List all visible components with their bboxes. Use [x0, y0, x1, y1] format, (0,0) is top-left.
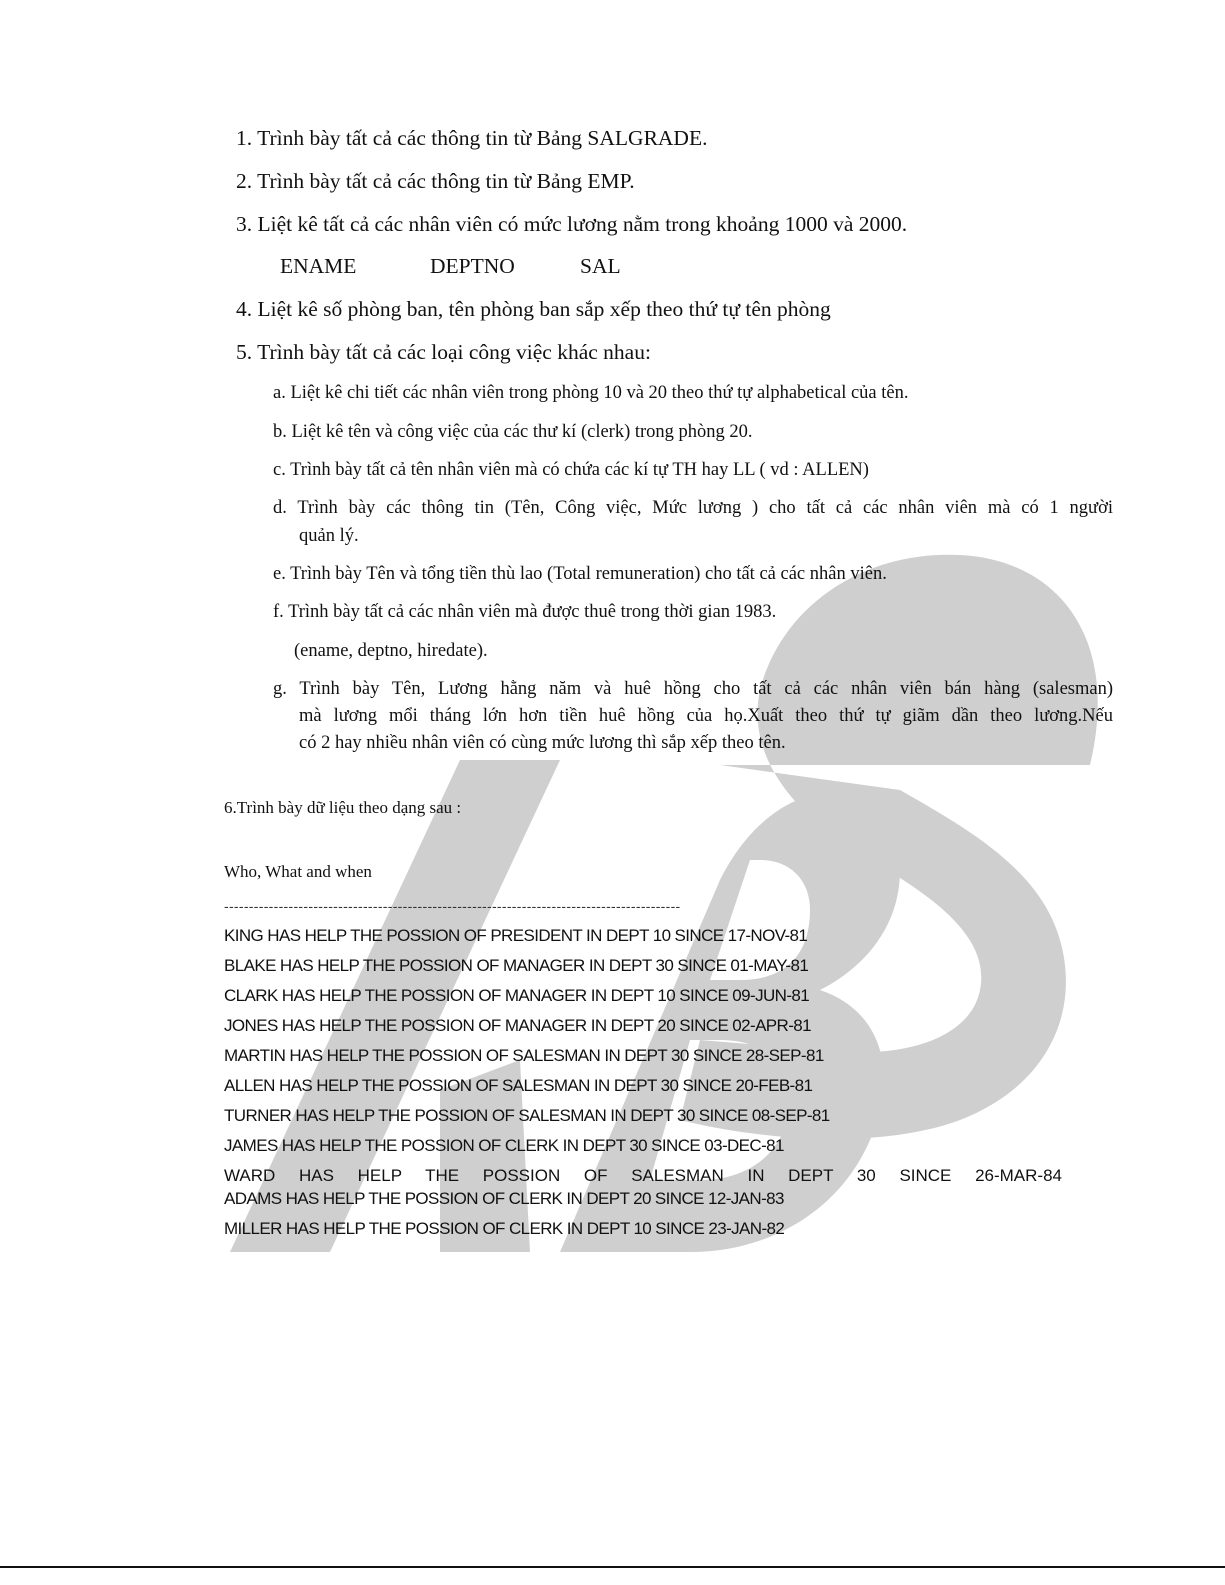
output-row: CLARK HAS HELP THE POSSION OF MANAGER IN DEPT 10 SINCE 09-JUN-81 — [224, 986, 810, 1005]
output-row: ALLEN HAS HELP THE POSSION OF SALESMAN IN DEPT 30 SINCE 20-FEB-81 — [224, 1076, 813, 1095]
page-bottom-border — [0, 1566, 1225, 1568]
output-row: MILLER HAS HELP THE POSSION OF CLERK IN DEPT 10 SINCE 23-JAN-82 — [224, 1219, 785, 1238]
output-header: Who, What and when — [224, 862, 372, 881]
output-row: KING HAS HELP THE POSSION OF PRESIDENT IN DEPT 10 SINCE 17-NOV-81 — [224, 926, 808, 945]
question-2: 2. Trình bày tất cả các thông tin từ Bảng EMP. — [236, 169, 635, 193]
question-5g-line3: có 2 hay nhiều nhân viên có cùng mức lương thì sắp xếp theo tên. — [299, 733, 786, 753]
output-row: ADAMS HAS HELP THE POSSION OF CLERK IN DEPT 20 SINCE 12-JAN-83 — [224, 1189, 784, 1208]
question-5g-line2: mà lương mổi tháng lớn hơn tiền huê hồng của họ.Xuất theo thứ tự giãm dần theo lương.Nếu — [299, 706, 1113, 726]
question-1: 1. Trình bày tất cả các thông tin từ Bảng SALGRADE. — [236, 126, 708, 150]
question-5d-line2: quản lý. — [299, 526, 359, 546]
question-5d-line1: d. Trình bày các thông tin (Tên, Công việc, Mức lương ) cho tất cả các nhân viên mà có 1 người — [273, 498, 1113, 518]
question-5f: f. Trình bày tất cả các nhân viên mà được thuê trong thời gian 1983. — [273, 602, 777, 622]
question-5e: e. Trình bày Tên và tổng tiền thù lao (Total remuneration) cho tất cả các nhân viên. — [273, 564, 887, 584]
column-sal: SAL — [580, 254, 621, 278]
output-row: MARTIN HAS HELP THE POSSION OF SALESMAN IN DEPT 30 SINCE 28-SEP-81 — [224, 1046, 824, 1065]
output-row: TURNER HAS HELP THE POSSION OF SALESMAN IN DEPT 30 SINCE 08-SEP-81 — [224, 1106, 830, 1125]
question-5b: b. Liệt kê tên và công việc của các thư kí (clerk) trong phòng 20. — [273, 422, 753, 442]
question-5a: a. Liệt kê chi tiết các nhân viên trong phòng 10 và 20 theo thứ tự alphabetical của tên. — [273, 383, 909, 403]
output-row: BLAKE HAS HELP THE POSSION OF MANAGER IN DEPT 30 SINCE 01-MAY-81 — [224, 956, 809, 975]
output-row: JAMES HAS HELP THE POSSION OF CLERK IN DEPT 30 SINCE 03-DEC-81 — [224, 1136, 784, 1155]
section-6-title: 6.Trình bày dữ liệu theo dạng sau : — [224, 798, 462, 817]
question-4: 4. Liệt kê số phòng ban, tên phòng ban sắp xếp theo thứ tự tên phòng — [236, 297, 831, 321]
output-divider: -------------------------------------------------------------------------------------------- — [224, 898, 681, 914]
column-deptno: DEPTNO — [430, 254, 515, 278]
output-row: JONES HAS HELP THE POSSION OF MANAGER IN DEPT 20 SINCE 02-APR-81 — [224, 1016, 811, 1035]
question-5c: c. Trình bày tất cả tên nhân viên mà có chứa các kí tự TH hay LL ( vd : ALLEN) — [273, 460, 869, 480]
column-ename: ENAME — [280, 254, 357, 278]
question-5f-columns: (ename, deptno, hiredate). — [294, 641, 488, 661]
question-3: 3. Liệt kê tất cả các nhân viên có mức lương nằm trong khoảng 1000 và 2000. — [236, 212, 908, 236]
question-5g-line1: g. Trình bày Tên, Lương hằng năm và huê hồng cho tất cả các nhân viên bán hàng (salesman) — [273, 679, 1113, 699]
output-row: WARD HAS HELP THE POSSION OF SALESMAN IN DEPT 30 SINCE 26-MAR-84 — [224, 1166, 1062, 1185]
question-5: 5. Trình bày tất cả các loại công việc khác nhau: — [236, 340, 651, 364]
